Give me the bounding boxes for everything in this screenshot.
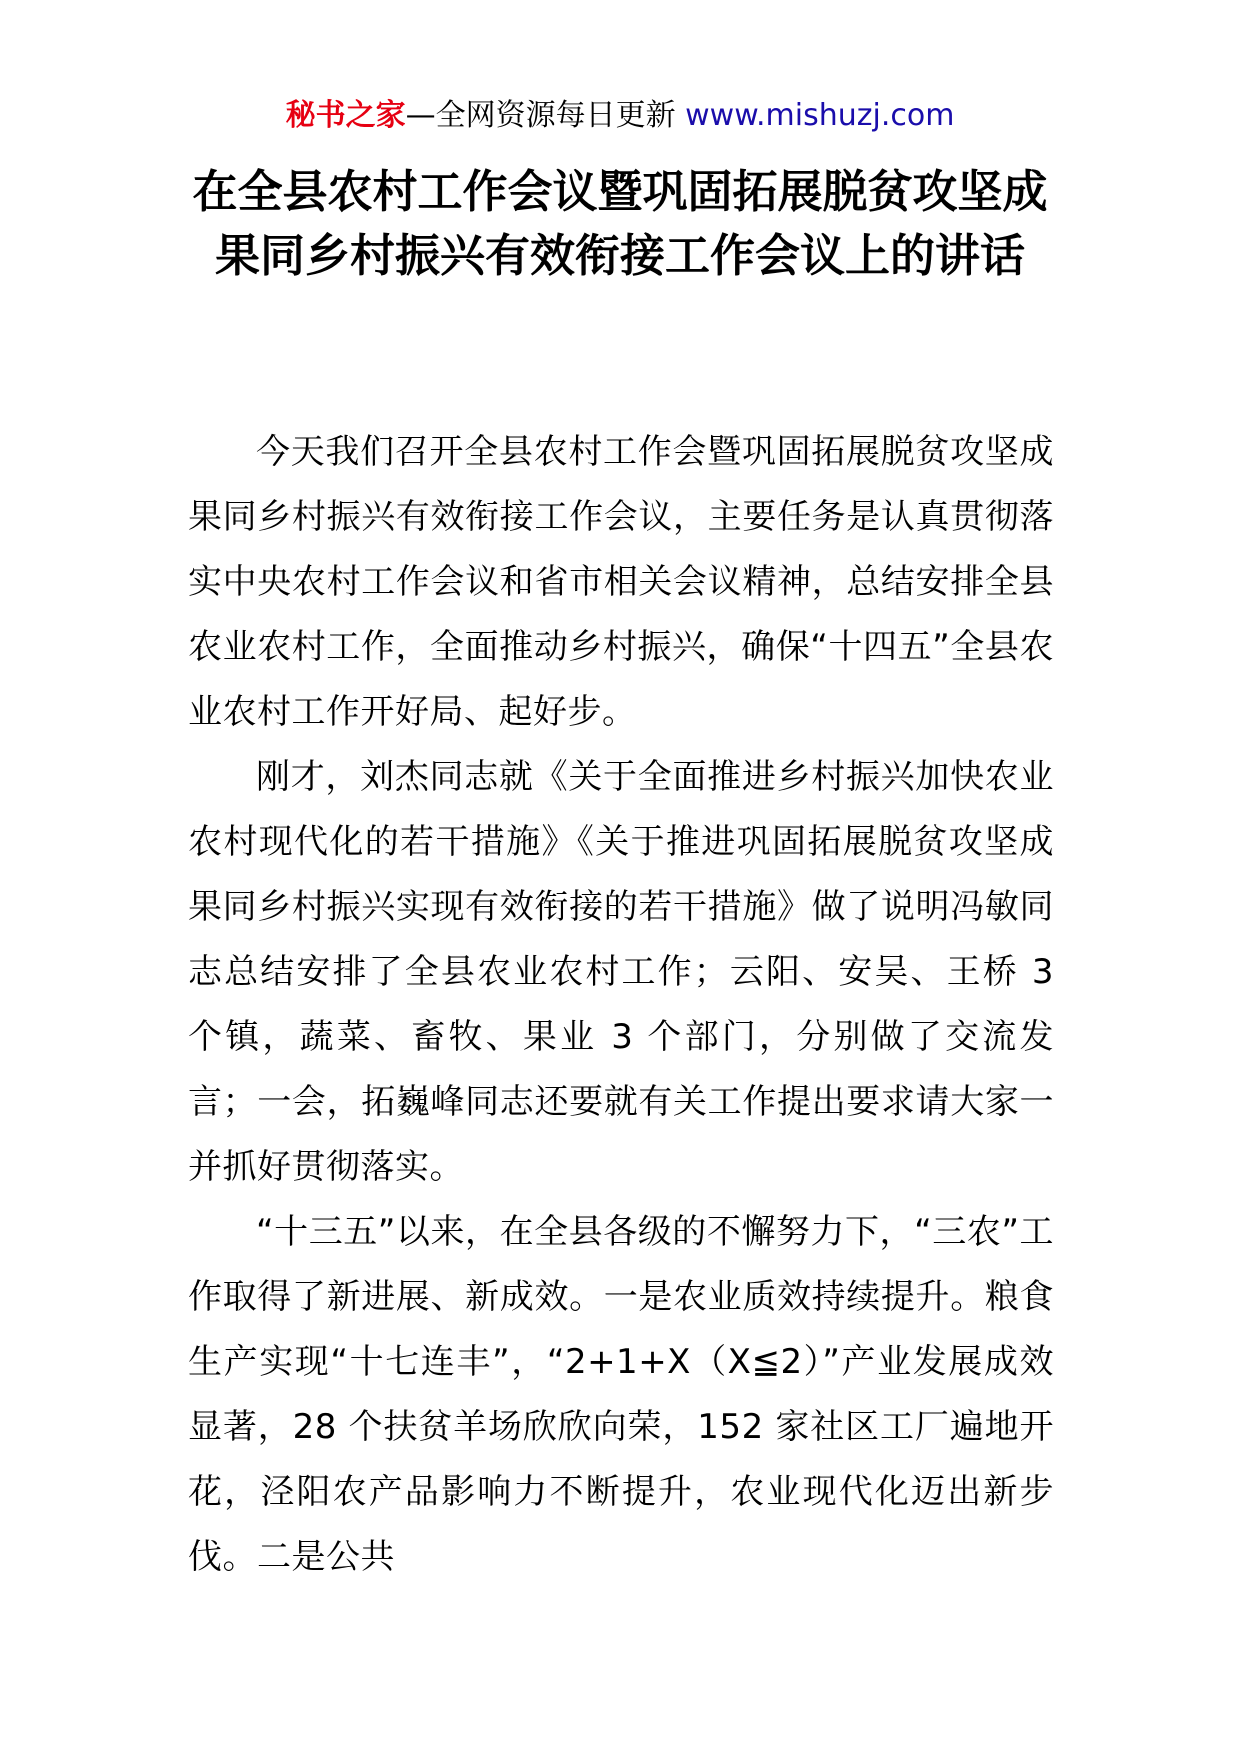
paragraph: 刚才，刘杰同志就《关于全面推进乡村振兴加快农业农村现代化的若干措施》《关于推进巩固拓展脱贫攻坚成果同乡村振兴实现有效衔接的若干措施》做了说明冯敏同志总结安排了全县农业农村工作；云阳、安吴、王桥 3 个镇，蔬菜、畜牧、果业 3 个部门，分别做了交流发言；一会，拓巍峰同志还要就有关工作提出要求请大家一并抓好贯彻落实。 bbox=[188, 757, 1054, 1187]
paragraph: 今天我们召开全县农村工作会暨巩固拓展脱贫攻坚成果同乡村振兴有效衔接工作会议，主要任务是认真贯彻落实中央农村工作会议和省市相关会议精神，总结安排全县农业农村工作，全面推动乡村振兴，确保“十四五”全县农业农村工作开好局、起好步。 bbox=[188, 432, 1054, 732]
site-tagline: —全网资源每日更新 bbox=[405, 98, 676, 133]
document-body bbox=[188, 420, 1054, 1590]
site-url-link[interactable]: www.mishuzj.com bbox=[685, 98, 955, 133]
site-header bbox=[0, 96, 1240, 136]
document-title: 在全县农村工作会议暨巩固拓展脱贫攻坚成果同乡村振兴有效衔接工作会议上的讲话 bbox=[192, 165, 1048, 282]
site-brand: 秘书之家 bbox=[285, 98, 406, 133]
paragraph: “十三五”以来，在全县各级的不懈努力下，“三农”工作取得了新进展、新成效。一是农业质效持续提升。粮食生产实现“十七连丰”，“2+1+X（X≦2）”产业发展成效显著，28 个扶贫羊场欣欣向荣，152 家社区工厂遍地开花，泾阳农产品影响力不断提升，农业现代化迈出新步伐。二是公共 bbox=[188, 1212, 1054, 1577]
